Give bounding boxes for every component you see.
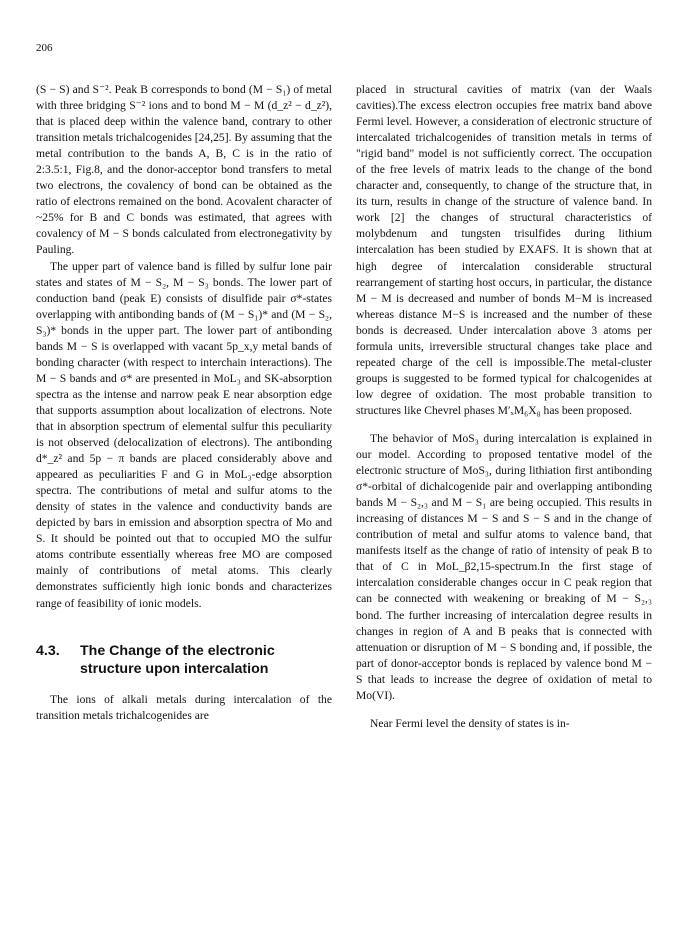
- right-column: [356, 82, 652, 732]
- left-column: [36, 82, 332, 724]
- left-paragraph-2: The upper part of valence band is filled by sulfur lone pair states and states of M − S₂, M − S₃ bonds. The lower part of conduction band (peak E) consists of disulfide pair σ*-states overlapping with antibonding bands of (M − S₁)* and (M − S₂, S₃)* bonds in the upper part. The lower part of antibonding bands M − S is overlapped with vacant 5p_x,y metal bands of bonding character (with respect to interchain interactions). The M − S bands and σ* are presented in MoL₃ and SK-absorption spectra as the intense and narrow peak E near absorption edge that supports assumption about localization of electrons. Note that in absorption spectrum of elemental sulfur this peculiarity is not observed (delocalization of electrons). The antibonding d*_z² and 5p − π bands are placed considerably above and appeared as peculiarities F and G in MoL₃-edge absorption spectra. The contributions of metal and sulfur atoms to the density of states in the valence and conductivity bands are depicted by bars in emission and absorption spectra of Mo and S. It should be pointed out that to occupied MO the sulfur atoms contribute essentially whereas free MO are composed mainly of contributions of metal atoms. This clearly demonstrates sufficiently high ionic bonds and characterizes range of feasibility of ionic models.: [36, 259, 332, 610]
- left-paragraph-3: The ions of alkali metals during intercalation of the transition metals trichalcogenides are: [36, 692, 332, 722]
- right-paragraph-1: placed in structural cavities of matrix (van der Waals cavities).The excess electron occupies free matrix band above Fermi level. However, a consideration of electronic structure of intercalated trichalcogenides of transition metals in terms of "rigid band" model is not sufficiently correct. The occupation of the free levels of matrix leads to the change of the bond character and, consequently, to change of the structure that, in its turn, results in change of the structure of valence band. In work [2] the changes of structural characteristics of molybdenum and tungsten trisulfides during lithium intercalation has been studied by EXAFS. It is shown that at high degree of intercalation considerable structural rearrangement of starting host occurs, in particular, the distance M − M is decreased and number of bonds M−M is increased whereas distance M−S is increased and the number of these bonds is decreased. Under intercalation above 3 atoms per formula units, irreversible structural changes take place and repeated charge of the cell is impossible.The metal-cluster groups is suggested to be formed typical for chalcogenides at low degree of oxidation. The most probable transition to structures like Chevrel phases M′ₓM₆X₈ has been proposed.: [356, 83, 652, 417]
- page-number: 206: [36, 42, 53, 54]
- section-title-line1: The Change of the electronic: [80, 642, 275, 659]
- section-heading: [36, 642, 332, 678]
- section-number: 4.3.: [36, 642, 60, 659]
- left-paragraph-1: (S − S) and S⁻². Peak B corresponds to bond (M − S₁) of metal with three bridging S⁻² ions and to bond M − M (d_z² − d_z²), that is placed deep within the valence band, contrary to other transition metals trichalcogenides [24,25]. By assuming that the metal contribution to the bands A, B, C is in the ratio of 2:3.5:1, Fig.8, and the donor-acceptor bond transfers to metal two electrons, the covalency of bond can be obtained as the ratio of electrons remained on the bond. Acovalent character of ~25% for B and C bonds was estimated, that agrees with covalency of M − S bonds calculated from electronegativity by Pauling.: [36, 83, 332, 257]
- right-paragraph-3: Near Fermi level the density of states is in-: [370, 716, 570, 730]
- section-title-line2: structure upon intercalation: [80, 660, 269, 677]
- right-paragraph-2: The behavior of MoS₃ during intercalation is explained in our model. According to proposed tentative model of the electronic structure of MoS₃, during lithiation first antibonding σ*-orbital of dichalcogenide pair and overlapping antibonding bands M − S₂,₃ and M − S₁ are being occupied. This results in increasing of distances M − S and S − S and in the change of contribution of metal and sulfur atoms to valence band, that manifests itself as the change of ratio of intensity of peak B to that of C in MoL_β2,15-spectrum.In the first stage of intercalation considerable changes occur in C peak region that can be connected with weakening or breaking of M − S₂,₃ bond. The further increasing of intercalation degree results in changes in region of A and B peaks that is connected with attenuation or disruption of M − S bonding and, if possible, the part of donor-acceptor bonds is replaced by valence bond M − S that leads to increase the degree of oxidation of metal to Mo(VI).: [356, 431, 652, 702]
